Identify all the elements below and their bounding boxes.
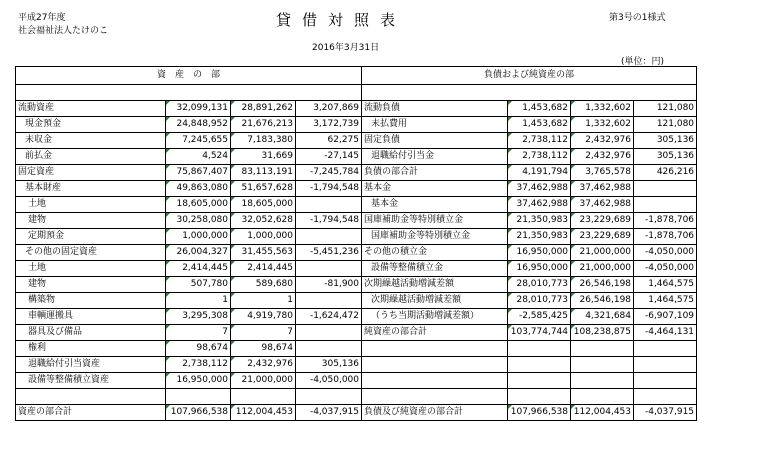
asset-current: 98,674 bbox=[166, 341, 231, 357]
assets-section-header: 資 産 の 部 bbox=[16, 67, 362, 85]
asset-current: 49,863,080 bbox=[166, 181, 231, 197]
table-row bbox=[16, 229, 697, 245]
asset-previous: 1 bbox=[231, 293, 296, 309]
asset-previous: 21,000,000 bbox=[231, 373, 296, 389]
asset-change: -1,794,548 bbox=[296, 213, 362, 229]
liability-previous bbox=[571, 357, 634, 373]
liability-previous: 4,321,684 bbox=[571, 309, 634, 325]
organization-name: 社会福祉法人たけのこ bbox=[18, 26, 109, 36]
asset-label: 現金預金 bbox=[16, 117, 166, 133]
table-row bbox=[16, 325, 697, 341]
totals-row bbox=[16, 405, 697, 421]
asset-change: 3,207,869 bbox=[296, 101, 362, 117]
unit-label: (単位：円) bbox=[621, 57, 665, 67]
table-row bbox=[16, 165, 697, 181]
asset-label: 未収金 bbox=[16, 133, 166, 149]
liability-current: 28,010,773 bbox=[508, 293, 571, 309]
liability-total-current: 107,966,538 bbox=[508, 405, 571, 421]
asset-change bbox=[296, 261, 362, 277]
asset-previous: 98,674 bbox=[231, 341, 296, 357]
liability-label: 固定負債 bbox=[362, 133, 508, 149]
liability-label: 設備等整備積立金 bbox=[362, 261, 508, 277]
asset-current: 2,738,112 bbox=[166, 357, 231, 373]
liability-change: 305,136 bbox=[634, 149, 697, 165]
liability-previous: 21,000,000 bbox=[571, 245, 634, 261]
liability-label bbox=[362, 373, 508, 389]
table-row bbox=[16, 213, 697, 229]
liability-change bbox=[634, 373, 697, 389]
asset-previous: 2,414,445 bbox=[231, 261, 296, 277]
liability-change bbox=[634, 357, 697, 373]
asset-change: -4,050,000 bbox=[296, 373, 362, 389]
liability-previous: 1,332,602 bbox=[571, 101, 634, 117]
liability-previous: 1,332,602 bbox=[571, 117, 634, 133]
asset-current: 4,524 bbox=[166, 149, 231, 165]
spacer-row bbox=[16, 85, 697, 101]
table-row bbox=[16, 373, 697, 389]
asset-previous: 31,669 bbox=[231, 149, 296, 165]
liability-label bbox=[362, 357, 508, 373]
liability-label bbox=[362, 341, 508, 357]
liability-previous: 3,765,578 bbox=[571, 165, 634, 181]
asset-current: 26,004,327 bbox=[166, 245, 231, 261]
asset-previous: 21,676,213 bbox=[231, 117, 296, 133]
liability-current: 1,453,682 bbox=[508, 117, 571, 133]
liability-label: 負債の部合計 bbox=[362, 165, 508, 181]
liability-previous: 37,462,988 bbox=[571, 181, 634, 197]
asset-current: 75,867,407 bbox=[166, 165, 231, 181]
liability-change: -4,050,000 bbox=[634, 261, 697, 277]
table-row bbox=[16, 133, 697, 149]
liability-label: 基本金 bbox=[362, 197, 508, 213]
section-header-row bbox=[16, 67, 697, 85]
asset-current: 2,414,445 bbox=[166, 261, 231, 277]
asset-current: 3,295,308 bbox=[166, 309, 231, 325]
liability-change: 1,464,575 bbox=[634, 277, 697, 293]
liability-current: 2,738,112 bbox=[508, 133, 571, 149]
liability-current: 4,191,794 bbox=[508, 165, 571, 181]
liability-current bbox=[508, 357, 571, 373]
table-row bbox=[16, 149, 697, 165]
liability-change: 305,136 bbox=[634, 133, 697, 149]
liability-previous: 108,238,875 bbox=[571, 325, 634, 341]
asset-previous: 7,183,380 bbox=[231, 133, 296, 149]
liability-current bbox=[508, 373, 571, 389]
liability-total-change: -4,037,915 bbox=[634, 405, 697, 421]
asset-total-change: -4,037,915 bbox=[296, 405, 362, 421]
liability-total-label: 負債及び純資産の部合計 bbox=[362, 405, 508, 421]
asset-change: 305,136 bbox=[296, 357, 362, 373]
asset-label: 権利 bbox=[16, 341, 166, 357]
asset-label: 構築物 bbox=[16, 293, 166, 309]
liability-current: 21,350,983 bbox=[508, 229, 571, 245]
asset-current: 7 bbox=[166, 325, 231, 341]
asset-label: 流動資産 bbox=[16, 101, 166, 117]
asset-current: 18,605,000 bbox=[166, 197, 231, 213]
liabilities-section-header: 負債および純資産の部 bbox=[362, 67, 697, 85]
liability-label: 流動負債 bbox=[362, 101, 508, 117]
fiscal-year: 平成27年度 bbox=[18, 13, 66, 23]
asset-label: 前払金 bbox=[16, 149, 166, 165]
liability-previous: 37,462,988 bbox=[571, 197, 634, 213]
form-number: 第3号の1様式 bbox=[609, 13, 666, 23]
table-row bbox=[16, 245, 697, 261]
table-row bbox=[16, 181, 697, 197]
liability-label: 次期繰越活動増減差額 bbox=[362, 277, 508, 293]
asset-current: 507,780 bbox=[166, 277, 231, 293]
asset-change: 3,172,739 bbox=[296, 117, 362, 133]
asset-current: 7,245,655 bbox=[166, 133, 231, 149]
asset-change: -1,624,472 bbox=[296, 309, 362, 325]
asset-change bbox=[296, 341, 362, 357]
asset-current: 16,950,000 bbox=[166, 373, 231, 389]
asset-change: -81,900 bbox=[296, 277, 362, 293]
asset-label: 設備等整備積立資産 bbox=[16, 373, 166, 389]
liability-change: 121,080 bbox=[634, 117, 697, 133]
liability-label: （うち当期活動増減差額） bbox=[362, 309, 508, 325]
liability-label: 国庫補助金等特別積立金 bbox=[362, 213, 508, 229]
asset-label: 車輌運搬具 bbox=[16, 309, 166, 325]
liability-previous: 21,000,000 bbox=[571, 261, 634, 277]
spacer-row bbox=[16, 389, 697, 405]
liability-current: 28,010,773 bbox=[508, 277, 571, 293]
liability-previous: 23,229,689 bbox=[571, 229, 634, 245]
asset-change: -27,145 bbox=[296, 149, 362, 165]
liability-change bbox=[634, 181, 697, 197]
asset-previous: 2,432,976 bbox=[231, 357, 296, 373]
liability-change bbox=[634, 197, 697, 213]
asset-previous: 83,113,191 bbox=[231, 165, 296, 181]
report-date: 2016年3月31日 bbox=[312, 43, 380, 53]
asset-total-label: 資産の部合計 bbox=[16, 405, 166, 421]
asset-previous: 18,605,000 bbox=[231, 197, 296, 213]
asset-previous: 4,919,780 bbox=[231, 309, 296, 325]
liability-previous bbox=[571, 373, 634, 389]
liability-total-previous: 112,004,453 bbox=[571, 405, 634, 421]
liability-label: 国庫補助金等特別積立金 bbox=[362, 229, 508, 245]
liability-label: 基本金 bbox=[362, 181, 508, 197]
asset-label: 固定資産 bbox=[16, 165, 166, 181]
asset-current: 32,099,131 bbox=[166, 101, 231, 117]
asset-label: 建物 bbox=[16, 213, 166, 229]
liability-change: 121,080 bbox=[634, 101, 697, 117]
table-row bbox=[16, 309, 697, 325]
asset-current: 1,000,000 bbox=[166, 229, 231, 245]
asset-change bbox=[296, 325, 362, 341]
asset-label: 退職給付引当資産 bbox=[16, 357, 166, 373]
liability-current: 37,462,988 bbox=[508, 197, 571, 213]
liability-current bbox=[508, 341, 571, 357]
asset-current: 1 bbox=[166, 293, 231, 309]
asset-previous: 31,455,563 bbox=[231, 245, 296, 261]
asset-previous: 28,891,262 bbox=[231, 101, 296, 117]
table-row bbox=[16, 293, 697, 309]
asset-previous: 1,000,000 bbox=[231, 229, 296, 245]
asset-change: -1,794,548 bbox=[296, 181, 362, 197]
table-row bbox=[16, 277, 697, 293]
asset-label: その他の固定資産 bbox=[16, 245, 166, 261]
table-row bbox=[16, 117, 697, 133]
table-row bbox=[16, 357, 697, 373]
liability-label: 純資産の部合計 bbox=[362, 325, 508, 341]
liability-current: 16,950,000 bbox=[508, 245, 571, 261]
liability-current: 2,738,112 bbox=[508, 149, 571, 165]
asset-total-current: 107,966,538 bbox=[166, 405, 231, 421]
asset-change bbox=[296, 197, 362, 213]
liability-current: 16,950,000 bbox=[508, 261, 571, 277]
table-row bbox=[16, 101, 697, 117]
liability-change: 1,464,575 bbox=[634, 293, 697, 309]
asset-change: -5,451,236 bbox=[296, 245, 362, 261]
liability-previous: 26,546,198 bbox=[571, 277, 634, 293]
table-row bbox=[16, 197, 697, 213]
asset-label: 定期預金 bbox=[16, 229, 166, 245]
asset-label: 器具及び備品 bbox=[16, 325, 166, 341]
liability-current: 21,350,983 bbox=[508, 213, 571, 229]
liability-change: -4,464,131 bbox=[634, 325, 697, 341]
asset-previous: 32,052,628 bbox=[231, 213, 296, 229]
asset-previous: 589,680 bbox=[231, 277, 296, 293]
liability-change: -6,907,109 bbox=[634, 309, 697, 325]
liability-previous: 2,432,976 bbox=[571, 149, 634, 165]
liability-change: -1,878,706 bbox=[634, 229, 697, 245]
liability-current: 37,462,988 bbox=[508, 181, 571, 197]
table-row bbox=[16, 341, 697, 357]
asset-previous: 51,657,628 bbox=[231, 181, 296, 197]
document-title: 貸借対照表 bbox=[276, 11, 407, 29]
asset-total-previous: 112,004,453 bbox=[231, 405, 296, 421]
asset-current: 24,848,952 bbox=[166, 117, 231, 133]
asset-change: 62,275 bbox=[296, 133, 362, 149]
liability-current: -2,585,425 bbox=[508, 309, 571, 325]
asset-label: 土地 bbox=[16, 261, 166, 277]
liability-current: 1,453,682 bbox=[508, 101, 571, 117]
asset-change bbox=[296, 293, 362, 309]
liability-previous: 2,432,976 bbox=[571, 133, 634, 149]
asset-previous: 7 bbox=[231, 325, 296, 341]
table-row bbox=[16, 261, 697, 277]
balance-sheet-table bbox=[15, 66, 697, 421]
asset-label: 基本財産 bbox=[16, 181, 166, 197]
liability-previous bbox=[571, 341, 634, 357]
asset-change: -7,245,784 bbox=[296, 165, 362, 181]
liability-change: 426,216 bbox=[634, 165, 697, 181]
liability-label: その他の積立金 bbox=[362, 245, 508, 261]
asset-change bbox=[296, 229, 362, 245]
liability-previous: 26,546,198 bbox=[571, 293, 634, 309]
liability-change: -4,050,000 bbox=[634, 245, 697, 261]
liability-change bbox=[634, 341, 697, 357]
liability-label: 退職給付引当金 bbox=[362, 149, 508, 165]
asset-current: 30,258,080 bbox=[166, 213, 231, 229]
asset-label: 建物 bbox=[16, 277, 166, 293]
liability-label: 未払費用 bbox=[362, 117, 508, 133]
liability-label: 次期繰越活動増減差額 bbox=[362, 293, 508, 309]
liability-change: -1,878,706 bbox=[634, 213, 697, 229]
liability-current: 103,774,744 bbox=[508, 325, 571, 341]
liability-previous: 23,229,689 bbox=[571, 213, 634, 229]
asset-label: 土地 bbox=[16, 197, 166, 213]
